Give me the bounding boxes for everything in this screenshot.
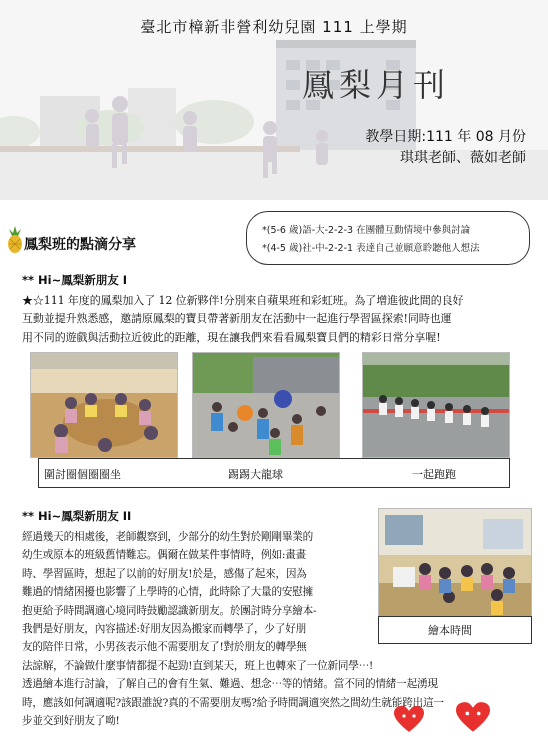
learning-goals-box bbox=[246, 211, 530, 265]
learning-goal-2: *(4-5 歲)社-中-2-2-1 表達自己並願意聆聽他人想法 bbox=[262, 243, 480, 254]
section-title: 鳳梨班的點滴分享 bbox=[24, 237, 136, 253]
teaching-date: 教學日期:111 年 08 月份 bbox=[365, 129, 526, 145]
part2-line: 時，應該如何調適呢?該跟誰說?真的不需要朋友嗎?給予時間調適突然之間幼生就能跨出這一 bbox=[22, 696, 444, 709]
photo-circle-time bbox=[30, 352, 178, 458]
teachers-names: 琪琪老師、薇如老師 bbox=[400, 150, 526, 166]
school-title: 臺北市樟新非營利幼兒園 111 上學期 bbox=[140, 18, 408, 36]
photo-big-ball bbox=[192, 352, 340, 458]
part1-line: ★☆111 年度的鳳梨加入了 12 位新夥伴!分別來自蘋果班和彩虹班。為了增進彼此間的良好 bbox=[22, 294, 464, 307]
learning-goal-1: *(5-6 歲)語-大-2-2-3 在團體互動情境中參與討論 bbox=[262, 225, 471, 236]
part2-heading: ** Hi~鳳梨新朋友 II bbox=[22, 509, 132, 523]
part1-line: 互動並提升熟悉感，邀請原鳳梨的寶貝帶著新朋友在活動中一起進行學習區探索!同時也運 bbox=[22, 312, 452, 326]
part2-line: 透過繪本進行討論，了解自己的會有生氣、難過、想念⋯等的情緒。當不同的情緒一起湧現 bbox=[22, 678, 438, 691]
photo-picture-book-time bbox=[378, 508, 532, 628]
pineapple-icon bbox=[6, 226, 24, 254]
part2-line: 友的陪伴日常，小男孩表示他不需要朋友了!對於朋友的轉學無 bbox=[22, 641, 307, 654]
part2-line: 我們是好朋友，內容描述:好朋友因為搬家而轉學了，少了好朋 bbox=[22, 623, 306, 636]
heart-icon bbox=[394, 706, 424, 734]
part2-paragraph-narrow bbox=[22, 528, 372, 657]
heart-icon bbox=[456, 702, 490, 734]
part1-paragraph bbox=[22, 292, 532, 347]
caption-big-ball: 踢踢大龍球 bbox=[228, 468, 283, 481]
caption-picture-book-time: 繪本時間 bbox=[428, 624, 472, 637]
part2-line: 難過的情緒困擾也影響了上學時的心情，此時除了大量的安慰擁 bbox=[22, 586, 314, 599]
caption-run-together: 一起跑跑 bbox=[412, 468, 456, 481]
photo-run-together bbox=[362, 352, 510, 458]
part2-line: 幼生或原本的班級舊情難忘。偶爾在做某件事情時，例如:畫畫 bbox=[22, 549, 306, 562]
magazine-title: 鳳梨月刊 bbox=[302, 66, 451, 104]
part2-line: 法諒解，不論做什麼事情都提不起勁!直到某天，班上也轉來了一位新同學⋯! bbox=[22, 660, 374, 672]
caption-circle-time: 圍討圈個圈圈坐 bbox=[44, 468, 121, 481]
part2-line: 經過幾天的相處後，老師觀察到，少部分的幼生對於剛剛畢業的 bbox=[22, 531, 314, 543]
part2-line: 步並交到好朋友了呦! bbox=[22, 715, 120, 728]
part2-line: 抱更給予時間調適心境同時鼓勵認識新朋友。於團討時分享繪本- bbox=[22, 604, 317, 617]
part2-line: 時、學習區時，想起了以前的好朋友!於是，感傷了起來，因為 bbox=[22, 567, 307, 580]
part1-line: 用不同的遊戲與活動拉近彼此的距離，現在讓我們來看看鳳梨寶貝們的精彩日常分享喔! bbox=[22, 330, 441, 344]
part1-heading: ** Hi~鳳梨新朋友 I bbox=[22, 273, 128, 287]
